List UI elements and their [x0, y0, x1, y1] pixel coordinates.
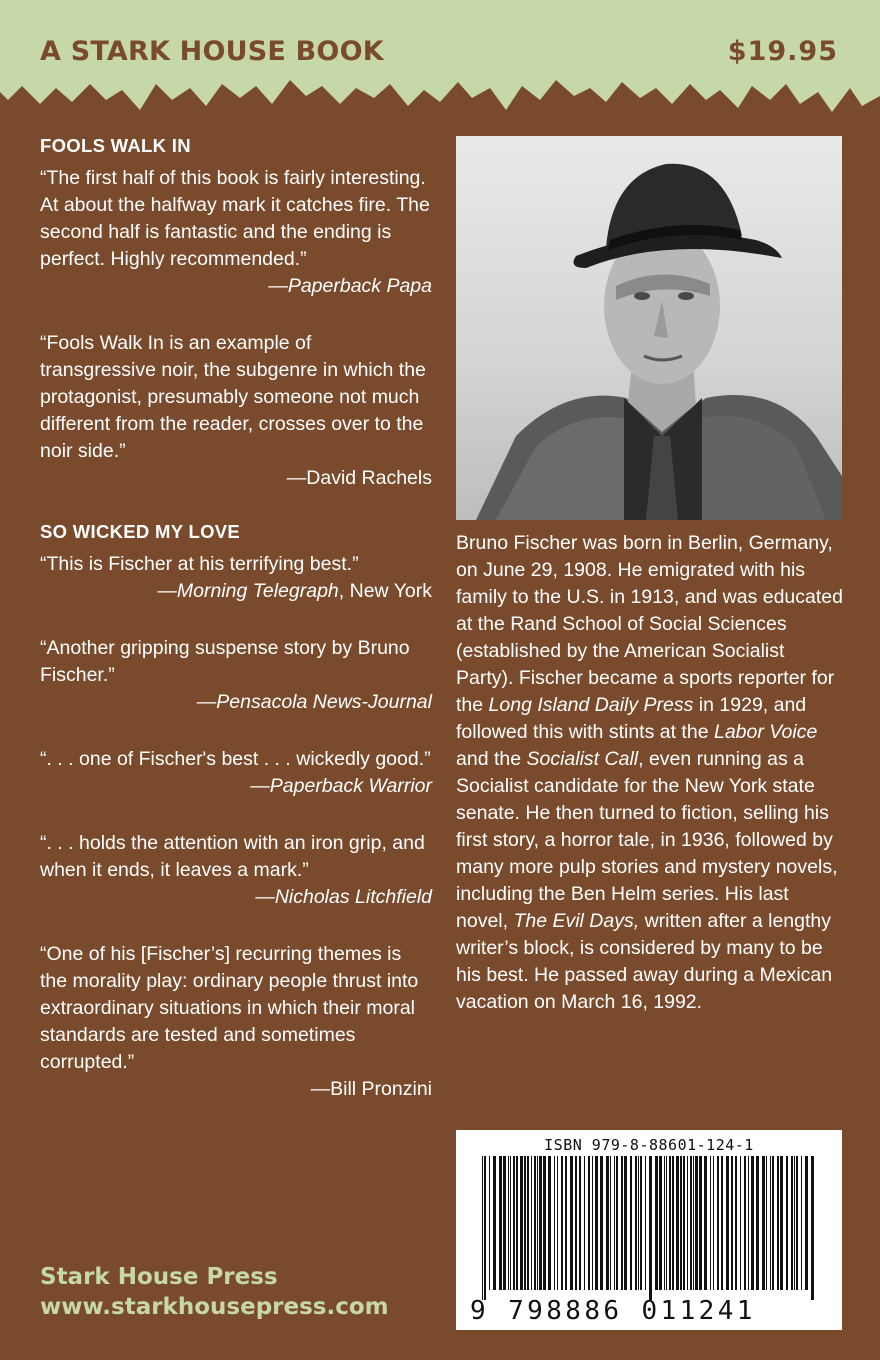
author-portrait-illustration — [456, 136, 842, 520]
barcode-bar — [695, 1156, 698, 1290]
barcode-bar — [584, 1156, 585, 1290]
barcode-bar — [575, 1156, 577, 1290]
barcode-bar — [624, 1156, 627, 1290]
barcode-bar — [499, 1156, 502, 1290]
quote-text: “One of his [Fischer’s] recurring themes is the morality play: ordinary people thrust into extraordinary situations in which their moral standards are tested and sometimes corrupted.” — [40, 943, 419, 1073]
barcode-bar — [710, 1156, 711, 1290]
publisher-name: Stark House Press — [40, 1264, 278, 1290]
barcode-bar — [796, 1156, 798, 1290]
barcode-bar — [493, 1156, 496, 1290]
barcode-bar — [811, 1156, 814, 1300]
barcode-bar — [638, 1156, 639, 1290]
barcode-bar — [513, 1156, 515, 1290]
barcode-bar — [588, 1156, 590, 1290]
barcode-bar — [693, 1156, 694, 1290]
barcode-bar — [721, 1156, 723, 1290]
attribution-source: —Morning Telegraph — [157, 580, 339, 602]
barcode-bar — [630, 1156, 632, 1290]
barcode-bar — [610, 1156, 611, 1290]
barcode-bar — [649, 1156, 652, 1300]
barcode-bar — [640, 1156, 642, 1290]
imprint-label: A STARK HOUSE BOOK — [40, 36, 384, 67]
attribution-extra: , New York — [338, 580, 432, 602]
barcode-bar — [516, 1156, 518, 1290]
review-quote — [40, 165, 432, 300]
barcode-bar — [762, 1156, 765, 1290]
section-title-fools-walk-in: FOOLS WALK IN — [40, 135, 191, 156]
bio-text: written after a lengthy writer’s block, is considered by many to be his best. He passed away during a Mexican vacation on March 16, 1992. — [456, 910, 833, 1013]
barcode-bar — [726, 1156, 729, 1290]
barcode-bar — [805, 1156, 808, 1290]
barcode-bar — [664, 1156, 665, 1290]
publisher-block — [40, 1262, 389, 1322]
barcode-bar — [537, 1156, 538, 1290]
barcode-bar — [557, 1156, 558, 1290]
publisher-url: www.starkhousepress.com — [40, 1294, 389, 1320]
review-quote — [40, 746, 432, 800]
bio-text: in 1929, and followed this with stints at the — [456, 694, 807, 743]
bio-title-labor-voice: Labor Voice — [713, 721, 818, 743]
barcode-bar — [635, 1156, 637, 1290]
quote-attribution — [40, 465, 432, 492]
barcode-bar — [731, 1156, 733, 1290]
section-title-so-wicked-my-love: SO WICKED MY LOVE — [40, 521, 241, 542]
barcode-bar — [744, 1156, 746, 1290]
barcode-bar — [777, 1156, 779, 1290]
quote-text: “The first half of this book is fairly interesting. At about the halfway mark it catches fire. The second half is fantastic and the ending is perfect. Highly recommended.” — [40, 167, 430, 270]
barcode-bar — [780, 1156, 783, 1290]
barcode-bar — [534, 1156, 536, 1290]
barcode-bar — [794, 1156, 795, 1290]
quote-text: “This is Fischer at his terrifying best.” — [40, 553, 359, 575]
barcode-bar — [531, 1156, 532, 1290]
barcode-bar — [680, 1156, 682, 1290]
header-banner — [0, 0, 880, 120]
bio-text: Bruno Fischer was born in Berlin, Germany, on June 29, 1908. He emigrated with his family to the U.S. in 1913, and was educated at the Rand School of Social Sciences (established by the American Socialist Party). Fischer became a sports reporter for the — [456, 532, 843, 716]
barcode-bar — [669, 1156, 671, 1290]
barcode-bar — [614, 1156, 615, 1290]
quote-text: “Another gripping suspense story by Bruno Fischer.” — [40, 637, 410, 686]
barcode-bar — [717, 1156, 719, 1290]
quote-attribution — [40, 689, 432, 716]
bio-title-socialist-call: Socialist Call — [526, 748, 639, 770]
barcode-bar — [482, 1156, 483, 1300]
bio-title-long-island-daily-press: Long Island Daily Press — [488, 694, 694, 716]
barcode-bar — [510, 1156, 511, 1290]
bio-text: , even running as a Socialist candidate for the New York state senate. He then turned to fiction, selling his first story, a horror tale, in 1936, followed by many more pulp stories and mystery novels, including the Ben Helm series. His last novel, — [456, 748, 838, 932]
review-quote — [40, 330, 432, 492]
barcode-bar — [676, 1156, 679, 1290]
barcode-bar — [687, 1156, 688, 1290]
barcode-bar — [489, 1156, 490, 1290]
quote-attribution — [40, 273, 432, 300]
barcode-bar — [766, 1156, 767, 1290]
barcode-bar — [704, 1156, 707, 1290]
bio-text: and the — [456, 748, 527, 770]
barcode-panel — [456, 1130, 842, 1330]
barcode-bar — [570, 1156, 573, 1290]
barcode-bar — [548, 1156, 551, 1290]
barcode-bar — [592, 1156, 593, 1290]
quote-text: “Fools Walk In is an example of transgressive noir, the subgenre in which the protagonist, presumably someone not much different from the reader, crosses over to the noir side.” — [40, 332, 426, 462]
barcode-bar — [527, 1156, 529, 1290]
attribution-source: —Paperback Papa — [268, 275, 432, 297]
attribution-source: —Pensacola News-Journal — [196, 691, 432, 713]
barcode-bar — [595, 1156, 598, 1290]
barcode-bar — [791, 1156, 793, 1290]
barcode-bar — [503, 1156, 506, 1290]
barcode-bar — [713, 1156, 714, 1290]
barcode-bar — [659, 1156, 662, 1290]
barcode-bar — [683, 1156, 685, 1290]
barcode-bar — [508, 1156, 509, 1290]
attribution-source: —Paperback Warrior — [250, 775, 432, 797]
bio-title-the-evil-days: The Evil Days, — [513, 910, 640, 932]
attribution-source: —Bill Pronzini — [310, 1078, 432, 1100]
barcode-bar — [565, 1156, 567, 1290]
barcode-bar — [756, 1156, 759, 1290]
quote-attribution — [40, 884, 432, 911]
barcode-bar — [621, 1156, 623, 1290]
barcode-bar — [801, 1156, 802, 1290]
barcode-bar — [561, 1156, 563, 1290]
barcode-bar — [606, 1156, 609, 1290]
review-quote — [40, 635, 432, 716]
barcode-bar — [543, 1156, 546, 1290]
barcode-bar — [740, 1156, 741, 1290]
review-quote — [40, 830, 432, 911]
review-column — [40, 132, 432, 1103]
attribution-source: —David Rachels — [286, 467, 432, 489]
quote-attribution — [40, 773, 432, 800]
barcode-bar — [600, 1156, 603, 1290]
review-quote — [40, 551, 432, 605]
barcode-bar — [579, 1156, 581, 1290]
price-label: $19.95 — [727, 36, 838, 67]
barcode-bar — [616, 1156, 618, 1290]
barcode-bar — [690, 1156, 692, 1290]
barcode-bar — [735, 1156, 737, 1290]
quote-text: “. . . holds the attention with an iron grip, and when it ends, it leaves a mark.” — [40, 832, 425, 881]
barcode-bar — [520, 1156, 523, 1290]
review-quote — [40, 941, 432, 1103]
barcode-bar — [770, 1156, 771, 1290]
barcode-bar — [666, 1156, 667, 1290]
barcode-bar — [699, 1156, 702, 1290]
barcode-bar — [539, 1156, 542, 1290]
barcode-bar — [554, 1156, 555, 1290]
barcode-bar — [748, 1156, 749, 1290]
author-photo — [456, 136, 842, 520]
quote-attribution — [40, 1076, 432, 1103]
quote-attribution — [40, 578, 432, 605]
barcode-bar — [786, 1156, 788, 1290]
barcode-bar — [672, 1156, 674, 1290]
barcode-bar — [484, 1156, 486, 1300]
barcode-bar — [751, 1156, 754, 1290]
ean-number: 9 798886 011241 — [470, 1296, 756, 1326]
isbn-label: ISBN 979-8-88601-124-1 — [544, 1136, 754, 1154]
barcode-bar — [655, 1156, 658, 1290]
barcode-bar — [645, 1156, 646, 1290]
barcode-bar — [524, 1156, 526, 1290]
author-bio — [456, 530, 846, 1016]
attribution-source: —Nicholas Litchfield — [255, 886, 432, 908]
barcode-bar — [772, 1156, 774, 1290]
barcode-graphic — [482, 1156, 816, 1300]
quote-text: “. . . one of Fischer's best . . . wickedly good.” — [40, 748, 431, 770]
